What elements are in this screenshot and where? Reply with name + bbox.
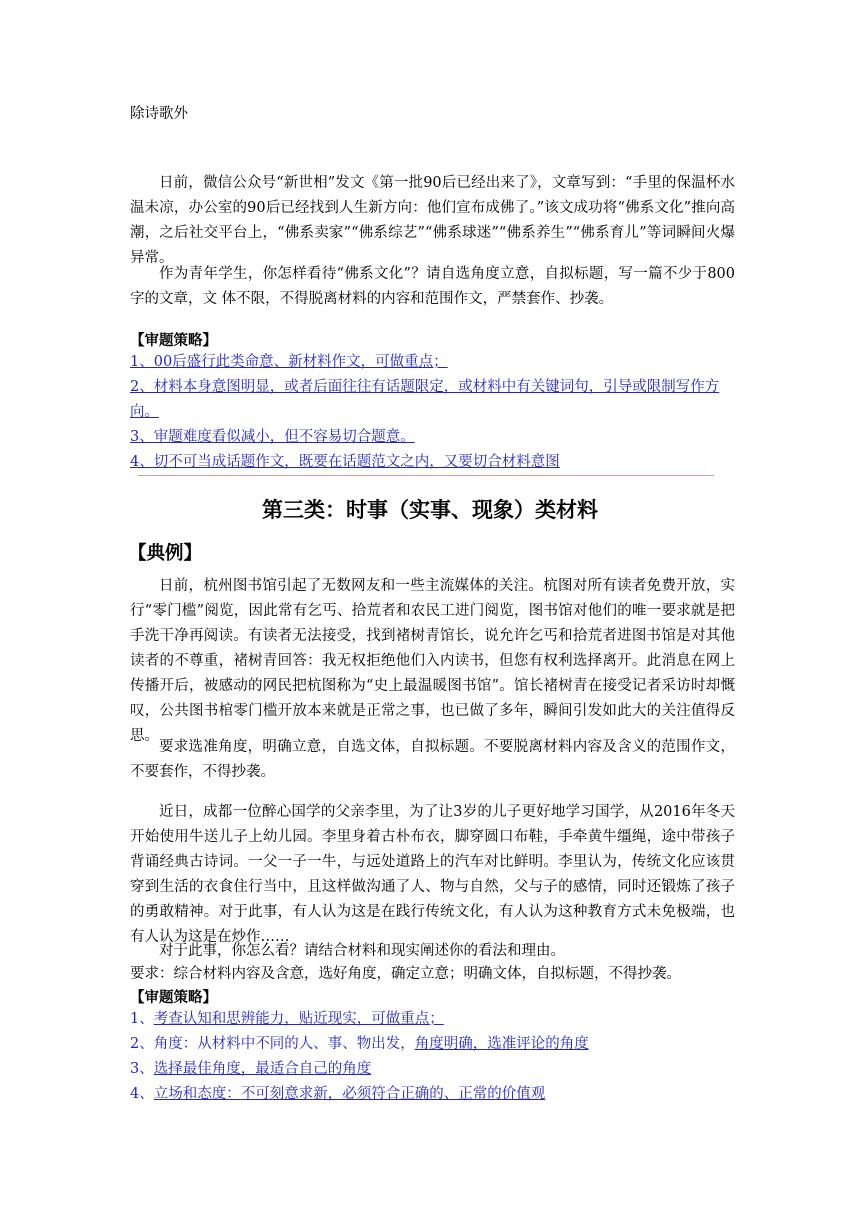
section-divider bbox=[138, 475, 714, 476]
material-paragraph: 日前，微信公众号“新世相”发文《第一批90后已经出来了》，文章写到：“手里的保温杯水温未凉，办公室的90后已经找到人生新方向：他们宣布成佛了。”该文成功将“佛系文化”推向高潮，之后社交平台上，“佛系卖家”“佛系综艺”“佛系球迷”“佛系养生”“佛系育儿”等词瞬间火爆异常。 bbox=[130, 175, 735, 266]
strategy-title: 【审题策略】 bbox=[130, 332, 217, 349]
example-requirement-1: 要求选准角度，明确立意，自选文体，自拟标题。不要脱离材料内容及含义的范围作文，不要套作，不得抄袭。 bbox=[130, 739, 735, 780]
example-paragraph-2: 近日，成都一位醉心国学的父亲李里，为了让3岁的儿子更好地学习国学，从2016年冬天开始使用牛送儿子上幼儿园。李里身着古朴布衣，脚穿圆口布鞋，手牵黄牛缰绳，途中带孩子背诵经典古诗词。一父一子一牛，与远处道路上的汽车对比鲜明。李里认为，传统文化应该贯穿到生活的衣食住行当中，且这样做沟通了人、物与自然，父与子的感情，同时还锻炼了孩子的勇敢精神。对于此事，有人认为这是在践行传统文化，有人认为这种教育方式未免极端，也有人认为这是在炒作…… bbox=[130, 804, 735, 945]
section-heading: 第三类：时事（实事、现象）类材料 bbox=[262, 498, 598, 522]
strategy-item: 2、材料本身意图明显，或者后面往往有话题限定，或材料中有关键词句，引导或限制写作方向。 bbox=[130, 379, 720, 420]
strategy-item: 4、切不可当成话题作文，既要在话题范文之内，又要切合材料意图 bbox=[130, 454, 560, 470]
example-prompt-2: 对于此事，你怎么看？请结合材料和现实阐述你的看法和理由。 bbox=[159, 943, 565, 959]
section-label: 除诗歌外 bbox=[130, 106, 188, 122]
example-title: 【典例】 bbox=[128, 543, 203, 564]
strategy-item: 1、00后盛行此类命意、新材料作文，可做重点； bbox=[130, 354, 448, 370]
strategy-item: 4、立场和态度：不可刻意求新，必须符合正确的、正常的价值观 bbox=[130, 1086, 546, 1102]
strategy-item: 1、考查认知和思辨能力，贴近现实，可做重点； bbox=[130, 1011, 444, 1027]
example-requirement-2: 要求：综合材料内容及含意，选好角度，确定立意；明确文体，自拟标题，不得抄袭。 bbox=[130, 966, 681, 982]
strategy-title-2: 【审题策略】 bbox=[130, 989, 217, 1006]
strategy-item: 2、角度：从材料中不同的人、事、物出发，角度明确，选准评论的角度 bbox=[130, 1036, 589, 1052]
strategy-list bbox=[130, 350, 735, 475]
strategy-item: 3、选择最佳角度，最适合自己的角度 bbox=[130, 1061, 372, 1077]
example-paragraph-1: 日前，杭州图书馆引起了无数网友和一些主流媒体的关注。杭图对所有读者免费开放，实行“零门槛”阅览，因此常有乞丐、拾荒者和农民工进门阅览，图书馆对他们的唯一要求就是把手洗干净再阅读。有读者无法接受，找到褚树青馆长，说允许乞丐和拾荒者进图书馆是对其他读者的不尊重，褚树青回答：我无权拒绝他们入内读书，但您有权利选择离开。此消息在网上传播开后，被感动的网民把杭图称为“史上最温暖图书馆”。馆长褚树青在接受记者采访时却慨叹，公共图书棺零门槛开放本来就是正常之事，也已做了多年，瞬间引发如此大的关注值得反思。 bbox=[130, 578, 735, 744]
writing-prompt: 作为青年学生，你怎样看待“佛系文化”？请自选角度立意，自拟标题，写一篇不少于800字的文章，文 体不限，不得脱离材料的内容和范围作文，严禁套作、抄袭。 bbox=[130, 266, 735, 307]
strategy-item: 3、审题难度看似减小，但不容易切合题意。 bbox=[130, 429, 415, 445]
strategy-list-2 bbox=[130, 1007, 735, 1107]
